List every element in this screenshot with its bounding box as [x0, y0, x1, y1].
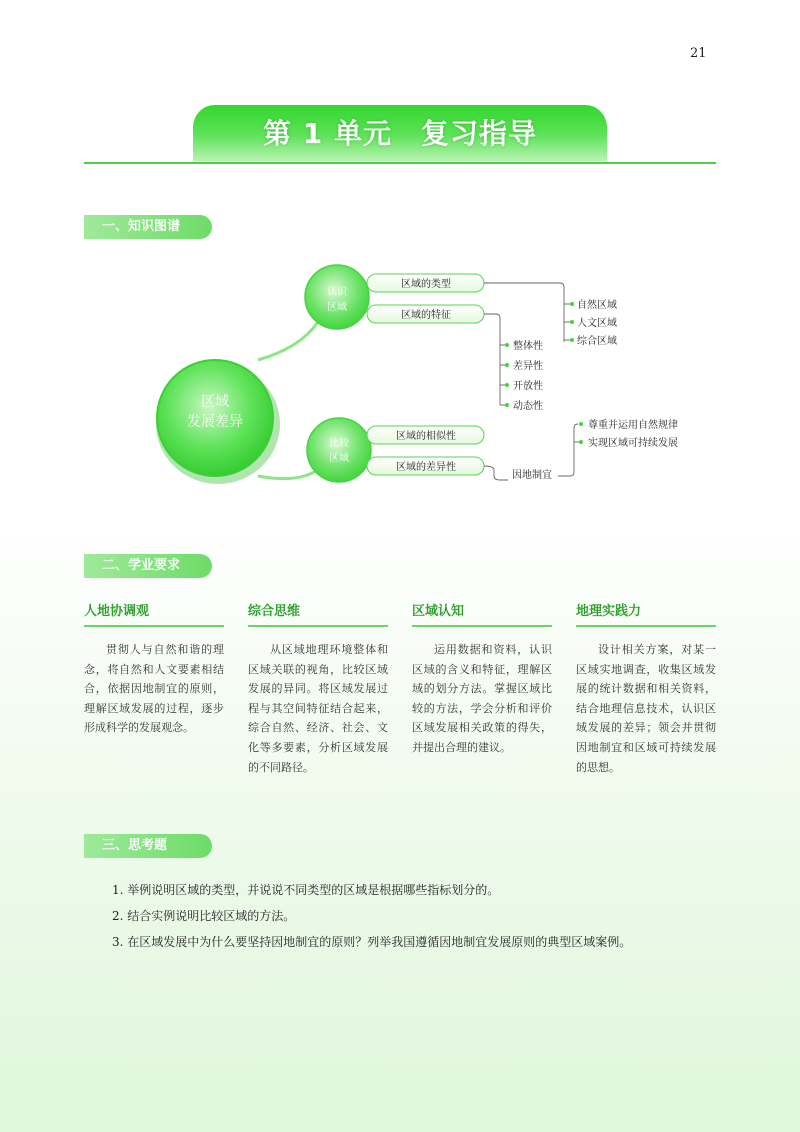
- connector-center-to-compare: [258, 468, 320, 479]
- requirement-body-4: 设计相关方案，对某一区域实地调查，收集区域发展的统计数据和相关资料，结合地理信息技术，认识区域发展的差异；领会并贯彻因地制宜和区域可持续发展的思想。: [576, 643, 717, 774]
- box-region-feature-label: 区域的特征: [401, 310, 451, 321]
- page-number: 21: [690, 46, 707, 61]
- question-2: 2. 结合实例说明比较区域的方法。: [112, 909, 296, 923]
- connector-center-to-understand: [258, 322, 318, 360]
- requirement-heading-4: 地理实践力: [576, 604, 642, 619]
- compare-region-label-2: 区域: [329, 453, 349, 464]
- page-title: 第 1 单元 复习指导: [263, 117, 537, 150]
- type-item-integrated: 综合区域: [577, 336, 617, 347]
- feature-item-dynamic: 动态性: [513, 401, 543, 412]
- section-tag-knowledge-map: 一、知识图谱: [84, 215, 212, 239]
- section-tag-requirements: 二、学业要求: [84, 554, 212, 578]
- adapt-item-respect-nature: 尊重并运用自然规律: [588, 420, 678, 431]
- type-item-natural: 自然区域: [577, 300, 617, 311]
- adapt-item-sustainable: 实现区域可持续发展: [588, 438, 678, 449]
- bracket-region-type: [484, 283, 564, 342]
- bracket-region-difference: [484, 466, 508, 480]
- box-region-difference-label: 区域的差异性: [396, 462, 456, 473]
- compare-region-label-1: 比较: [329, 438, 349, 449]
- requirement-rule-2: [248, 625, 388, 627]
- section-tag-questions: 三、思考题: [84, 834, 212, 858]
- question-3: 3. 在区域发展中为什么要坚持因地制宜的原则？列举我国遵循因地制宜发展原则的典型区域案例。: [112, 935, 632, 949]
- box-region-type-label: 区域的类型: [401, 279, 451, 290]
- question-1: 1. 举例说明区域的类型，并说说不同类型的区域是根据哪些指标划分的。: [112, 883, 500, 897]
- requirement-heading-1: 人地协调观: [84, 604, 150, 619]
- requirement-heading-2: 综合思维: [248, 604, 301, 619]
- knowledge-map-diagram: [0, 0, 800, 520]
- feature-item-open: 开放性: [513, 381, 543, 392]
- understand-region-label-2: 区域: [327, 302, 347, 313]
- type-item-human: 人文区域: [577, 318, 617, 329]
- question-list: [112, 877, 712, 955]
- feature-item-difference: 差异性: [513, 361, 543, 372]
- requirement-body-3: 运用数据和资料，认识区域的含义和特征，理解区域的划分方法。掌握区域比较的方法，学会分析和评价区域发展相关政策的得失，并提出合理的建议。: [412, 643, 553, 754]
- requirement-body-2: 从区域地理环境整体和区域关联的视角，比较区域发展的异同。将区域发展过程与其空间特征结合起来，综合自然、经济、社会、文化等多要素，分析区域发展的不同路径。: [248, 643, 389, 774]
- requirement-body-1: 贯彻人与自然和谐的理念，将自然和人文要素相结合，依据因地制宜的原则，理解区域发展的过程，逐步形成科学的发展观念。: [84, 643, 225, 735]
- bracket-adapt-local: [558, 424, 578, 476]
- center-label-line2: 发展差异: [187, 414, 243, 430]
- feature-item-whole: 整体性: [513, 341, 543, 352]
- requirement-heading-3: 区域认知: [412, 604, 465, 619]
- box-region-similarity-label: 区域的相似性: [396, 431, 456, 442]
- bracket-region-feature: [484, 314, 500, 405]
- requirement-rule-3: [412, 625, 552, 627]
- requirement-rule-4: [576, 625, 716, 627]
- adapt-local-label: 因地制宜: [512, 470, 552, 481]
- compare-region-circle: [307, 418, 371, 482]
- center-label-line1: 区域: [201, 394, 229, 410]
- requirement-rule-1: [84, 625, 224, 627]
- understand-region-label-1: 认识: [327, 287, 347, 298]
